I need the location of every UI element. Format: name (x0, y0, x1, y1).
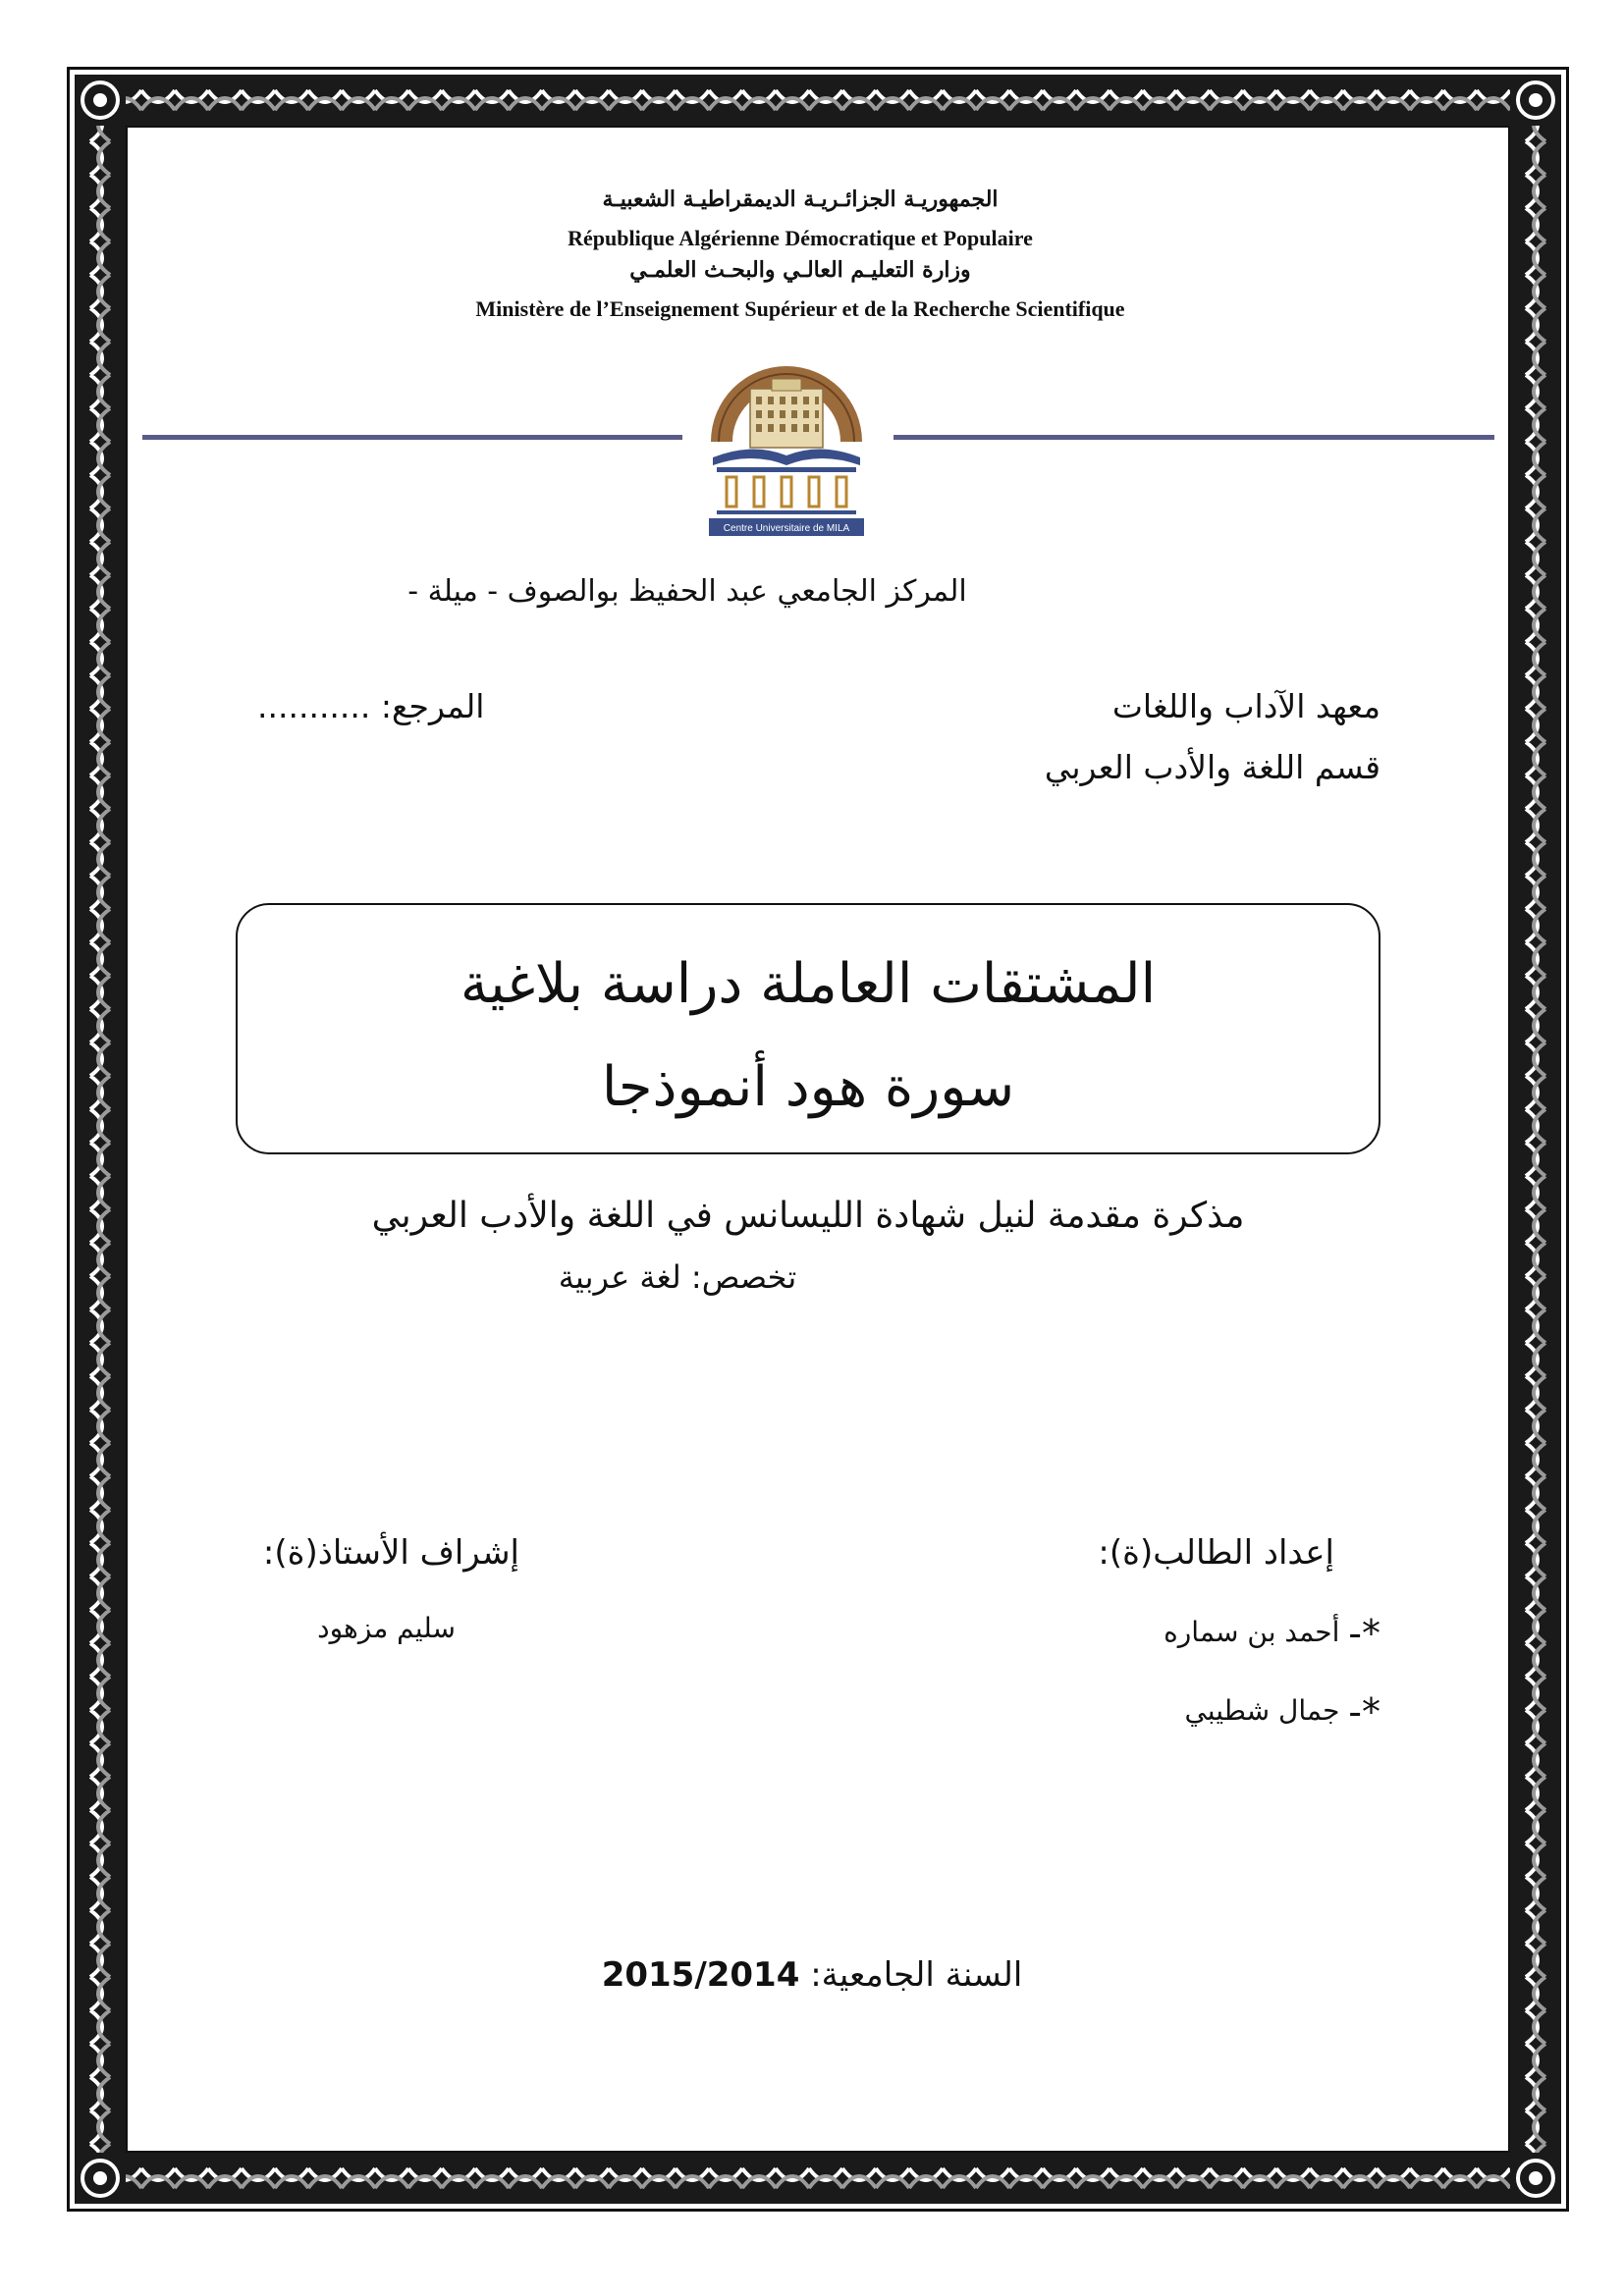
supervisor-name: سليم مزهود (317, 1612, 456, 1644)
corner-ornament-icon (75, 2153, 126, 2204)
corner-ornament-icon (1510, 2153, 1561, 2204)
header-divider-right (893, 435, 1494, 440)
corner-ornament-icon (1510, 75, 1561, 126)
academic-year-value: 2015/2014 (601, 1955, 800, 1995)
department-name: قسم اللغة والأدب العربي (1044, 748, 1380, 786)
corner-ornament-icon (75, 75, 126, 126)
republic-name-french: République Algérienne Démocratique et Populaire (568, 226, 1033, 250)
reference-field: المرجع: ........... (257, 687, 485, 725)
logo-caption: Centre Universitaire de MILA (723, 523, 850, 534)
header-divider-left (142, 435, 682, 440)
ministry-name-arabic: وزارة التعليـم العالـي والبحـث العلمـي (629, 257, 971, 283)
academic-year-label: السنة الجامعية: (810, 1955, 1023, 1995)
student-name: جمال شطيبي (1184, 1694, 1340, 1727)
republic-name-arabic: الجمهوريـة الجزائـريـة الديمقراطيـة الشعبيـة (602, 187, 999, 212)
bullet-marker: *- (1348, 1612, 1380, 1655)
supervision-heading: إشراف الأستاذ(ة): (262, 1533, 519, 1573)
ornamental-border-right (1510, 75, 1561, 2204)
ornamental-border-top (75, 75, 1561, 126)
student-name-item (1184, 1690, 1380, 1734)
university-building-logo-icon (693, 351, 880, 540)
thesis-title-line2: سورة هود أنموذجا (601, 1055, 1015, 1119)
academic-year (419, 1955, 1205, 1995)
student-name: أحمد بن سماره (1164, 1616, 1340, 1648)
prepared-by-heading: إعداد الطالب(ة): (1098, 1533, 1334, 1573)
memo-description: مذكرة مقدمة لنيل شهادة الليسانس في اللغة والأدب العربي (371, 1196, 1245, 1236)
student-name-item (1164, 1612, 1380, 1655)
specialization: تخصص: لغة عربية (558, 1258, 797, 1296)
ministry-name-french: Ministère de l’Enseignement Supérieur et de la Recherche Scientifique (475, 296, 1125, 321)
ornamental-border-bottom (75, 2153, 1561, 2204)
ornamental-border-left (75, 75, 126, 2204)
institute-name: معهد الآداب واللغات (1111, 687, 1380, 725)
thesis-title-line1: المشتقات العاملة دراسة بلاغية (460, 952, 1157, 1016)
bullet-marker: *- (1348, 1690, 1380, 1734)
university-center-name: المركز الجامعي عبد الحفيظ بوالصوف - ميلة - (407, 574, 967, 609)
